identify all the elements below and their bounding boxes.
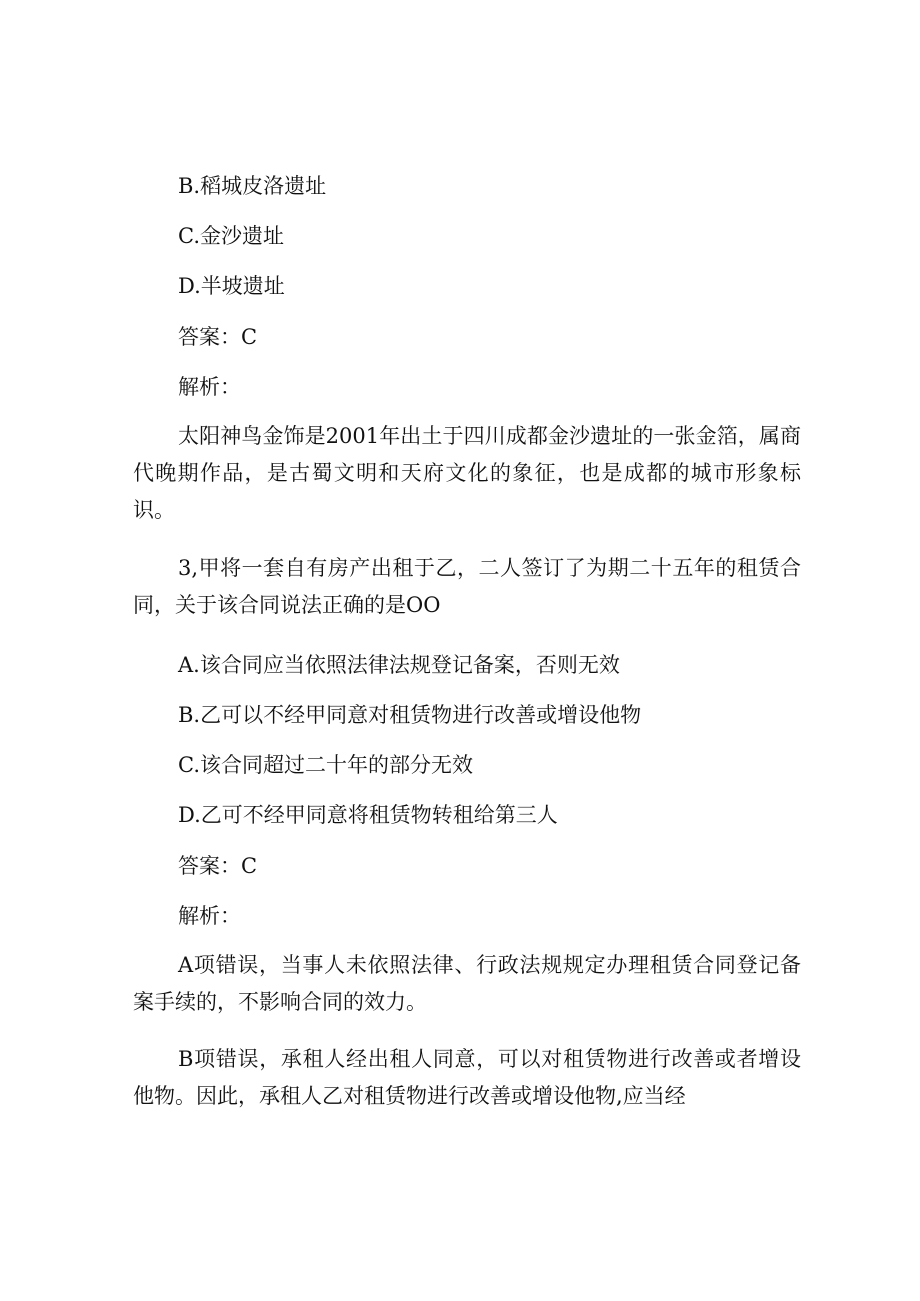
q3-option-a: A.该合同应当依照法律法规登记备案，否则无效 — [178, 653, 620, 677]
q2-analysis-label: 解析： — [178, 375, 241, 399]
q2-option-b: B.稻城皮洛遗址 — [178, 174, 327, 198]
q3-analysis-label: 解析： — [178, 904, 241, 928]
q3-analysis-a: A项错误，当事人未依照法律、行政法规规定办理租赁合同登记备案手续的，不影响合同的效力。 — [133, 953, 801, 1014]
q3-question: 3,甲将一套自有房产出租于乙，二人签订了为期二十五年的租赁合同，关于该合同说法正确的是OO — [133, 556, 801, 617]
q2-option-d: D.半坡遗址 — [178, 274, 285, 298]
q3-analysis-b: B项错误，承租人经出租人同意，可以对租赁物进行改善或者增设他物。因此，承租人乙对租赁物进行改善或增设他物,应当经 — [133, 1047, 801, 1108]
q3-answer: 答案：C — [178, 854, 258, 878]
q2-option-c: C.金沙遗址 — [178, 224, 284, 248]
q2-answer: 答案：C — [178, 325, 258, 349]
q3-option-c: C.该合同超过二十年的部分无效 — [178, 753, 473, 777]
q3-option-b: B.乙可以不经甲同意对租赁物进行改善或增设他物 — [178, 703, 642, 727]
q2-analysis-text: 太阳神鸟金饰是2001年出土于四川成都金沙遗址的一张金箔，属商代晚期作品，是古蜀文明和天府文化的象征，也是成都的城市形象标识。 — [133, 424, 801, 522]
q3-option-d: D.乙可不经甲同意将租赁物转租给第三人 — [178, 803, 558, 827]
